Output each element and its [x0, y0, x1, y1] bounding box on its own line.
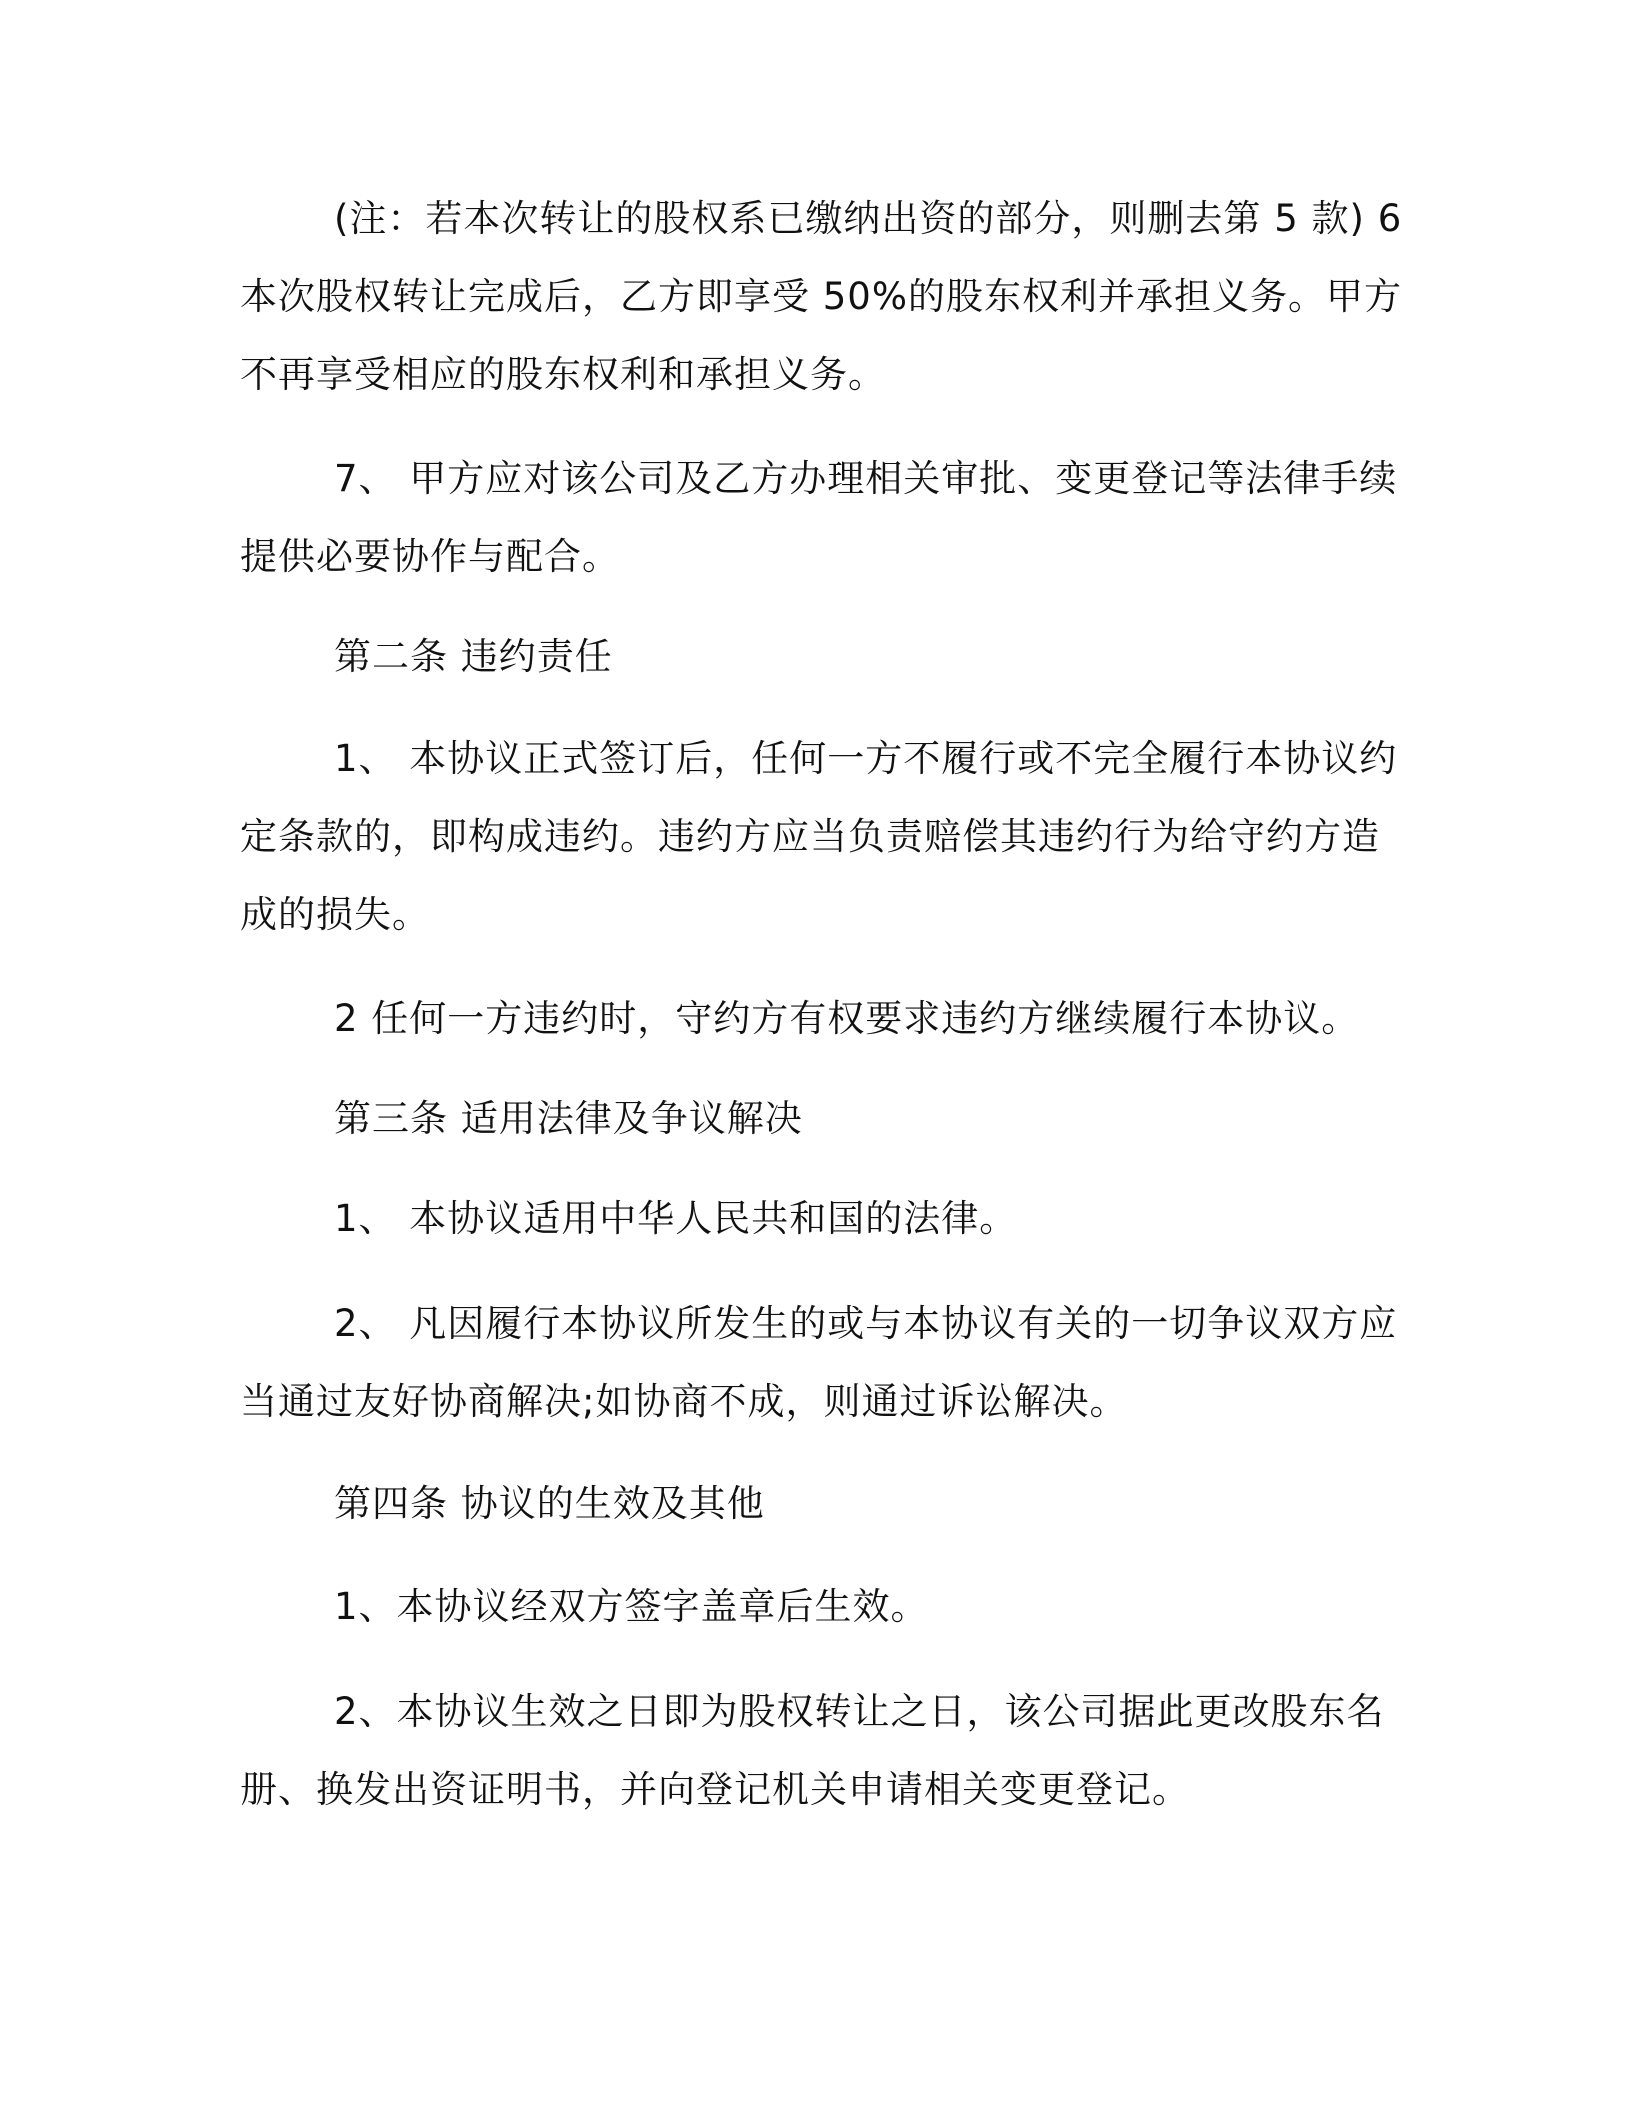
article-2-clause-1-line-1: 1、 本协议正式签订后，任何一方不履行或不完全履行本协议约 [334, 737, 1398, 780]
note-paragraph-line-1: (注：若本次转让的股权系已缴纳出资的部分，则删去第 5 款) 6 [334, 197, 1403, 240]
article-4-clause-2-line-2: 册、换发出资证明书，并向登记机关申请相关变更登记。 [240, 1768, 1190, 1811]
article-3-heading: 第三条 适用法律及争议解决 [334, 1097, 803, 1140]
clause-7-line-2: 提供必要协作与配合。 [240, 535, 620, 578]
article-3-clause-2-line-2: 当通过友好协商解决;如协商不成，则通过诉讼解决。 [240, 1380, 1128, 1423]
article-2-clause-1-line-2: 定条款的，即构成违约。违约方应当负责赔偿其违约行为给守约方造 [240, 815, 1380, 858]
note-paragraph-line-3: 不再享受相应的股东权利和承担义务。 [240, 353, 886, 396]
article-4-clause-2-line-1: 2、本协议生效之日即为股权转让之日，该公司据此更改股东名 [334, 1690, 1385, 1733]
article-3-clause-2-line-1: 2、 凡因履行本协议所发生的或与本协议有关的一切争议双方应 [334, 1302, 1398, 1345]
note-paragraph-line-2: 本次股权转让完成后，乙方即享受 50%的股东权利并承担义务。甲方 [240, 275, 1402, 318]
article-2-clause-2: 2 任何一方违约时，守约方有权要求违约方继续履行本协议。 [334, 997, 1360, 1040]
article-4-clause-1: 1、本协议经双方签字盖章后生效。 [334, 1585, 929, 1628]
article-2-heading: 第二条 违约责任 [334, 635, 613, 678]
article-4-heading: 第四条 协议的生效及其他 [334, 1482, 765, 1525]
article-2-clause-1-line-3: 成的损失。 [240, 893, 430, 936]
article-3-clause-1: 1、 本协议适用中华人民共和国的法律。 [334, 1197, 1018, 1240]
clause-7-line-1: 7、 甲方应对该公司及乙方办理相关审批、变更登记等法律手续 [334, 457, 1398, 500]
